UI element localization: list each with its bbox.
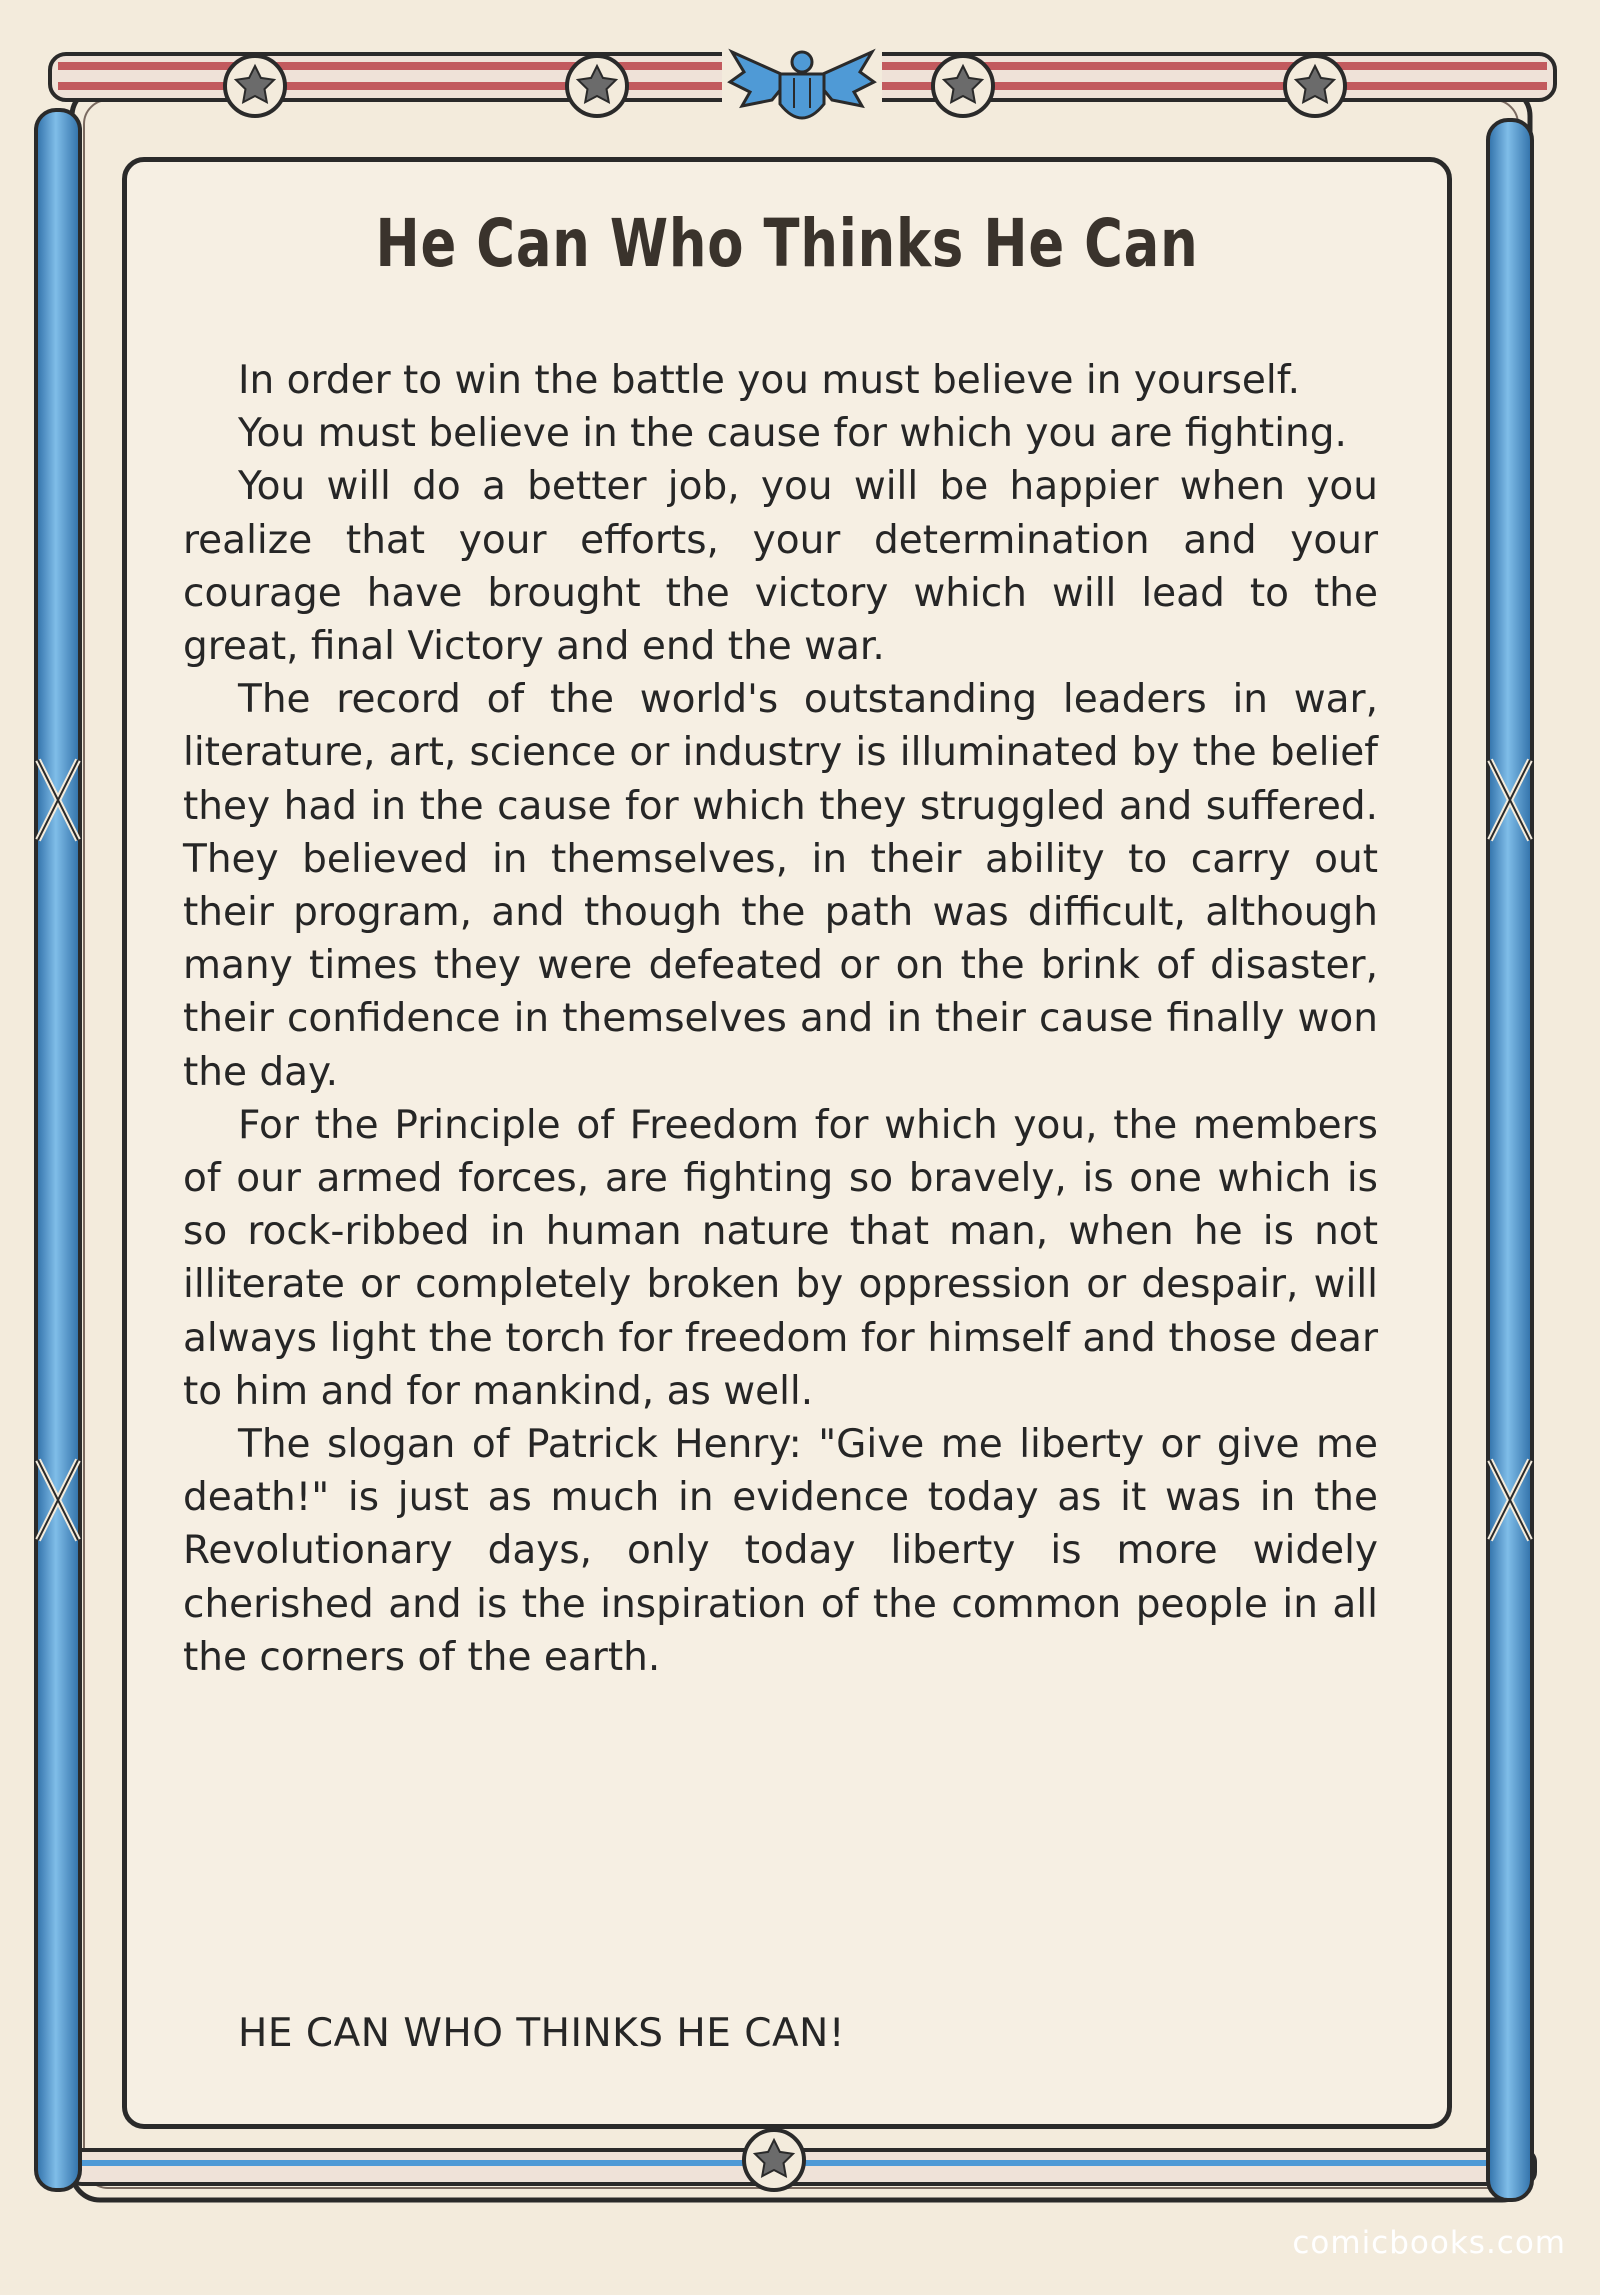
right-column [1488,120,1532,2200]
body-text [183,354,1378,1684]
star-medallion-icon [567,56,627,116]
paragraph: In order to win the battle you must believe in yourself. [238,358,1301,403]
eagle-shield-icon [722,46,882,138]
star-medallion-icon [744,2130,804,2190]
paragraph: For the Principle of Freedom for which you, the members of our armed forces, are fighting so bravely, is one which is so rock-ribbed in human nature that man, when he is not illiterate or completely broken by oppression or despair, will always light the torch for freedom for himself and those dear to him and for mankind, as well. [183,1102,1378,1414]
paragraph: The slogan of Patrick Henry: "Give me liberty or give me death!" is just as much in evidence today as it was in the Revolutionary days, only today liberty is more widely cherished and is the inspiration of the common people in all the corners of the earth. [183,1422,1378,1680]
paragraph: The record of the world's outstanding leaders in war, literature, art, science or industry is illuminated by the belief they had in the cause for which they struggled and suffered. They believed in themselves, in their ability to carry out their program, and though the path was difficult, although many times they were defeated or on the brink of disaster, their confidence in themselves and in their cause finally won the day. [183,677,1378,1095]
watermark: comicbooks.com [1292,2225,1566,2261]
star-medallion-icon [933,56,993,116]
star-medallion-icon [1285,56,1345,116]
closing-line: HE CAN WHO THINKS HE CAN! [238,2011,845,2056]
page-title: He Can Who Thinks He Can [375,205,1199,282]
paragraph: You will do a better job, you will be happier when you realize that your efforts, your determination and your courage have brought the victory which will lead to the great, final Victory and end the war. [183,464,1378,670]
star-medallion-icon [225,56,285,116]
left-column [36,110,80,2190]
paragraph: You must believe in the cause for which you are fighting. [238,411,1347,457]
